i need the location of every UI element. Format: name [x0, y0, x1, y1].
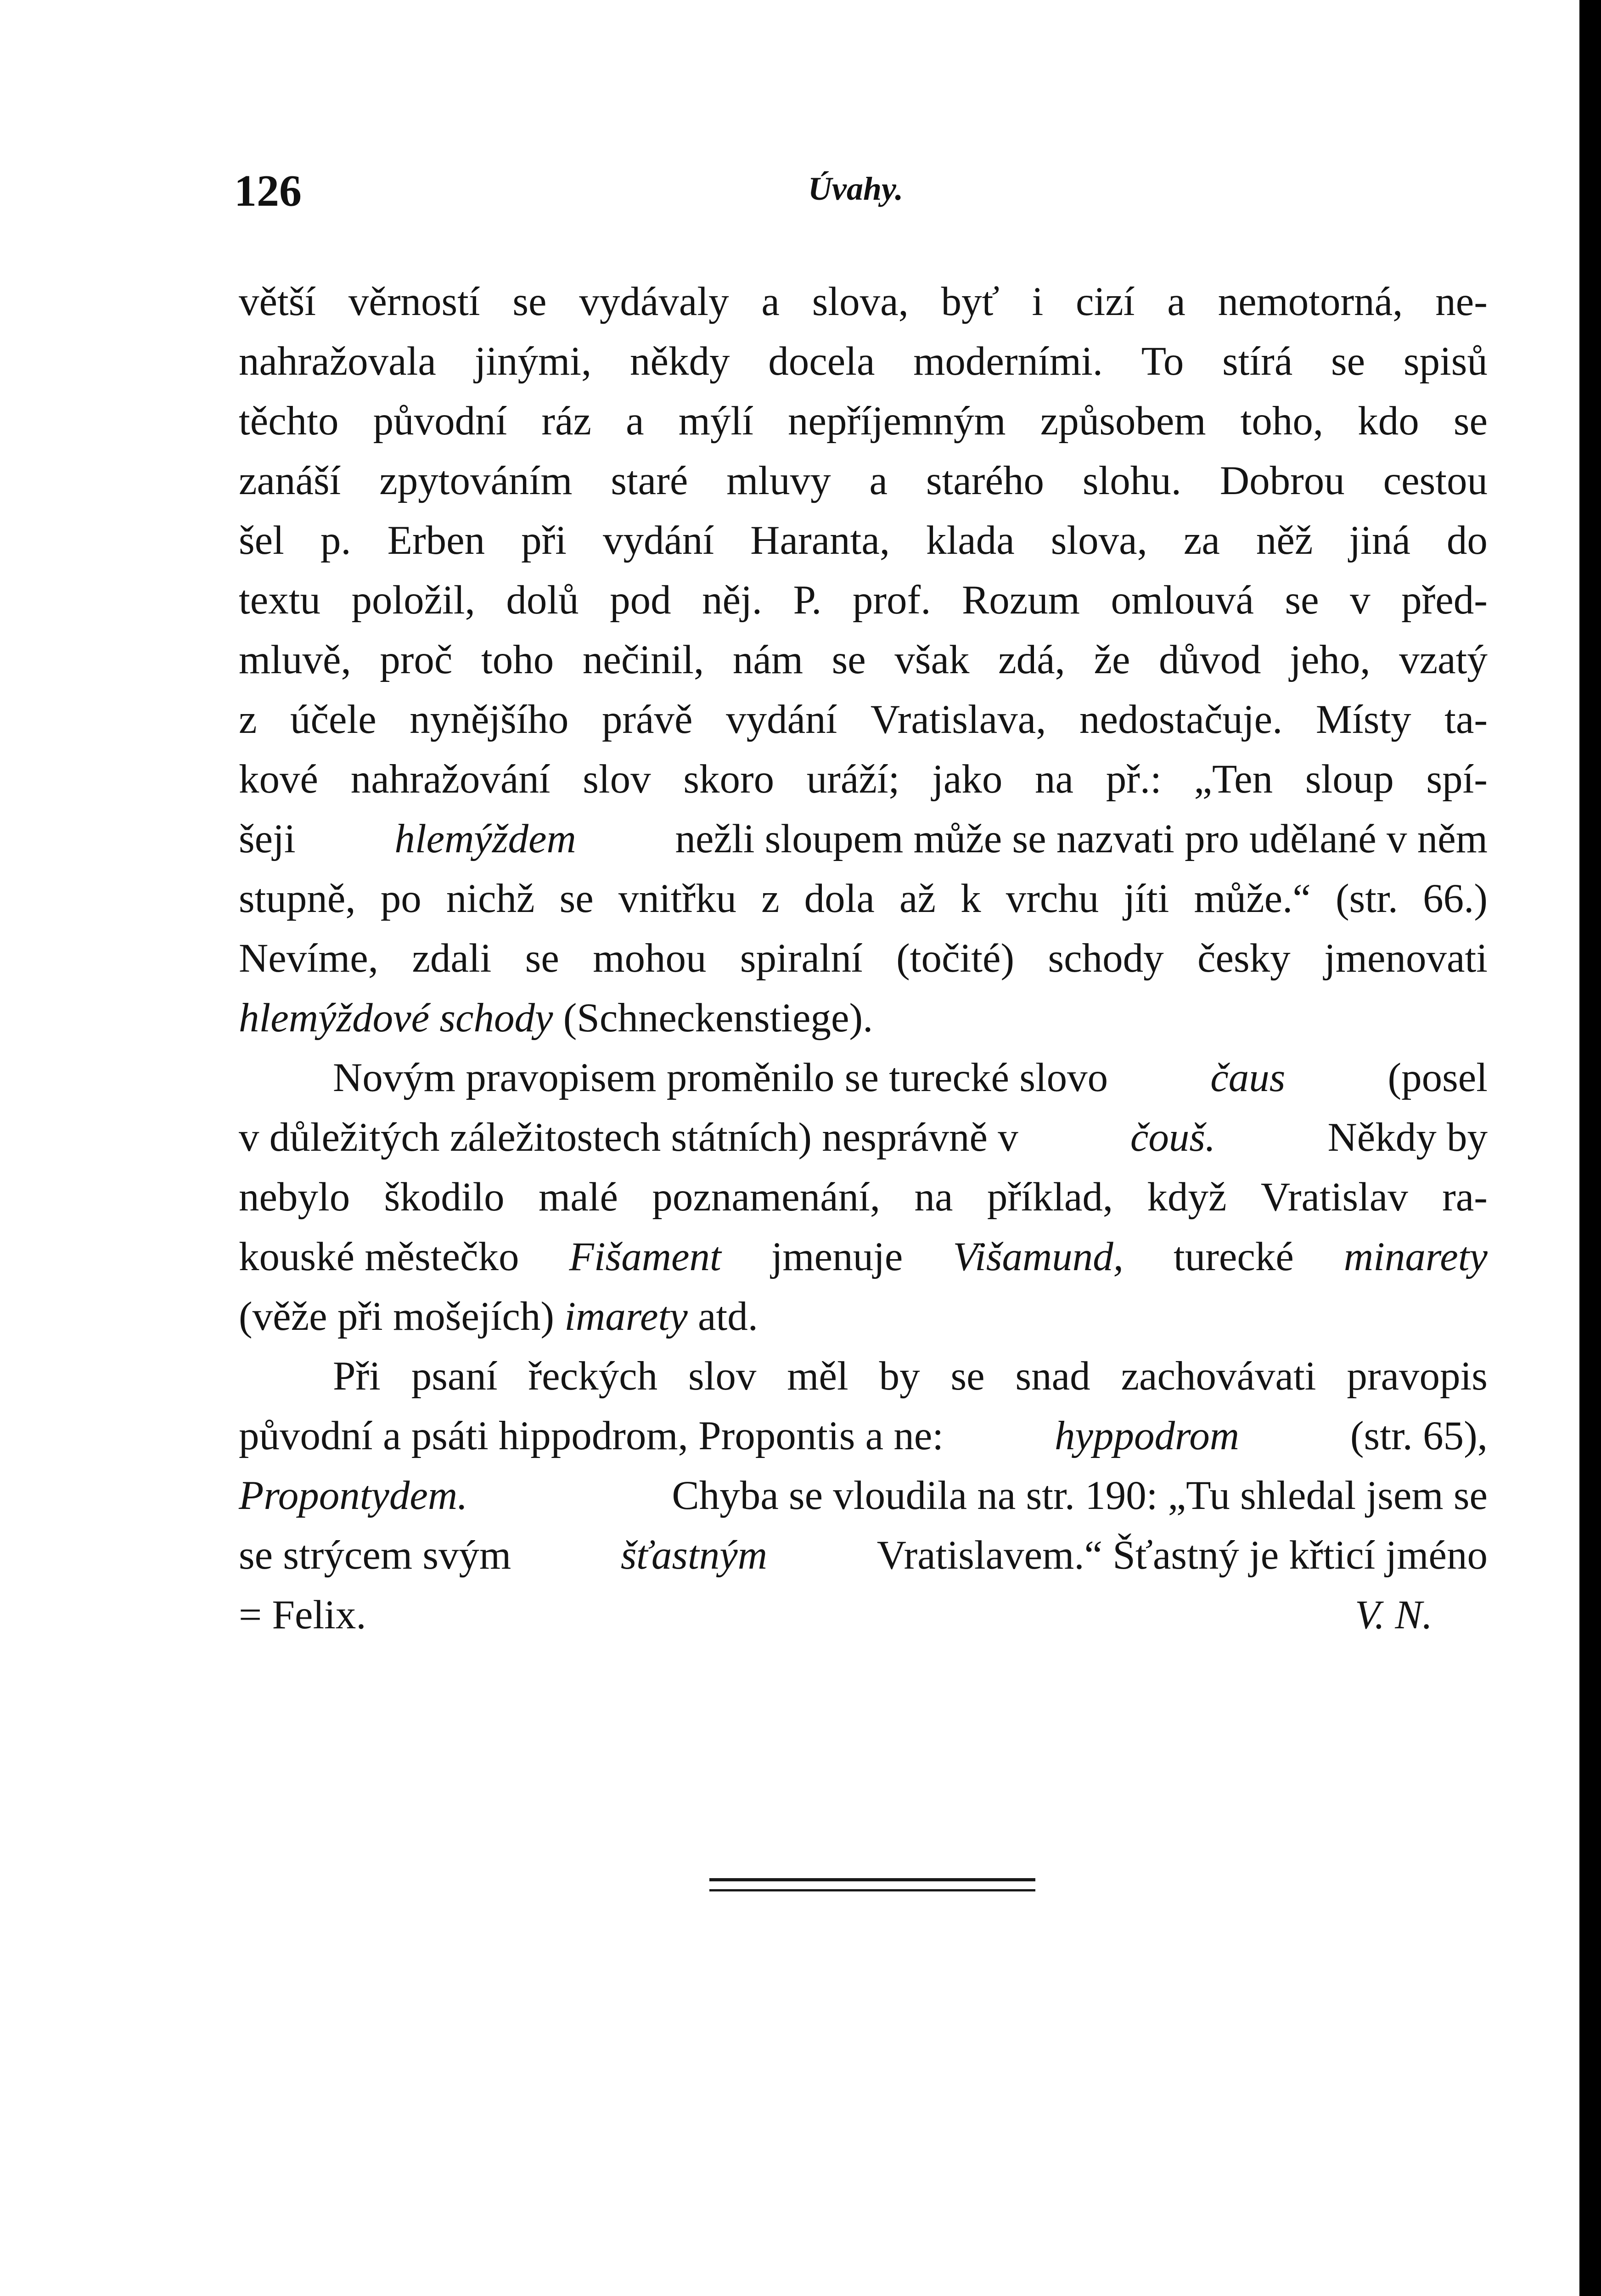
line-text: [239, 391, 1488, 451]
line-text: [239, 511, 1488, 570]
word: měl: [787, 1354, 848, 1399]
text-line: [239, 1406, 1488, 1466]
word: malé: [539, 1175, 618, 1220]
text-line: [239, 1227, 1488, 1287]
word: dola: [804, 876, 875, 921]
word: vnitřku: [618, 876, 736, 921]
word: slov: [583, 757, 651, 802]
line-text: (str. 65),: [1350, 1413, 1488, 1458]
word: snad: [1015, 1354, 1090, 1399]
line-text: [239, 929, 1488, 988]
line-text: jmenuje: [771, 1234, 903, 1279]
word: a: [626, 399, 644, 444]
word: větší: [239, 279, 316, 324]
line-text: [239, 332, 1488, 391]
word: Erben: [387, 518, 485, 563]
line-text: [239, 690, 1488, 749]
italic-term: Fišament: [569, 1234, 721, 1279]
line-text: [239, 869, 1488, 929]
text-line: [239, 1108, 1488, 1167]
word: Dobrou: [1219, 458, 1345, 503]
word: jeho,: [1290, 637, 1371, 682]
word: prof.: [852, 578, 931, 623]
text-line: [239, 630, 1488, 690]
text-line: [239, 272, 1488, 332]
word: se: [1453, 399, 1488, 444]
word: mluvy: [726, 458, 831, 503]
line-text: [239, 630, 1488, 690]
text-line: [239, 809, 1488, 869]
line-text: kouské městečko: [239, 1234, 519, 1279]
line-text: Novým pravopisem proměnilo se turecké slovo: [333, 1055, 1108, 1100]
page-number: 126: [234, 166, 302, 216]
line-text: = Felix.: [239, 1593, 366, 1638]
word: slova,: [1050, 518, 1147, 563]
line-text: [333, 1346, 1488, 1406]
text-line: [239, 1466, 1488, 1525]
word: zdali: [412, 936, 492, 981]
word: mohou: [593, 936, 707, 981]
word: starého: [926, 458, 1044, 503]
word: slov: [688, 1354, 757, 1399]
word: věrností: [348, 279, 480, 324]
text-line: [239, 391, 1488, 451]
word: moderními.: [913, 339, 1103, 384]
line-text: v důležitých záležitostech státních) nesprávně v: [239, 1115, 1018, 1160]
line-text: se strýcem svým: [239, 1533, 511, 1578]
word: se: [831, 637, 866, 682]
word: zpytováním: [379, 458, 573, 503]
word: řeckých: [528, 1354, 658, 1399]
word: zanáší: [239, 458, 341, 503]
word: (str.: [1336, 876, 1399, 921]
word: proč: [380, 637, 453, 682]
italic-term: čouš.: [1130, 1115, 1216, 1160]
word: kové: [239, 757, 319, 802]
word: P.: [793, 578, 822, 623]
word: však: [894, 637, 970, 682]
italic-term: hlemýždem: [394, 816, 576, 861]
word: někdy: [630, 339, 730, 384]
word: zdá,: [998, 637, 1065, 682]
word: položil,: [351, 578, 475, 623]
line-text: šeji: [239, 816, 296, 861]
italic-term: hlemýždové schody: [239, 996, 553, 1041]
line-text: [239, 272, 1488, 332]
word: slohu.: [1082, 458, 1181, 503]
word: vzatý: [1399, 637, 1488, 682]
word: těchto: [239, 399, 339, 444]
word: ta-: [1444, 697, 1488, 742]
word: vydání: [726, 697, 837, 742]
word: pod: [610, 578, 671, 623]
text-line: [239, 332, 1488, 391]
running-title: Úvahy.: [808, 170, 904, 207]
word: ne-: [1435, 279, 1488, 324]
word: Vratislava,: [870, 697, 1046, 742]
line-text: [239, 1167, 1488, 1227]
word: se: [525, 936, 559, 981]
word: cizí: [1075, 279, 1135, 324]
section-rule-thin: [709, 1889, 1035, 1891]
word: vrchu: [1006, 876, 1099, 921]
word: (točité): [896, 936, 1015, 981]
word: Rozum: [961, 578, 1080, 623]
line-text: [239, 451, 1488, 511]
word: nemotorná,: [1218, 279, 1403, 324]
word: do: [1446, 518, 1488, 563]
line-text: Vratislavem.“ Šťastný je křticí jméno: [876, 1533, 1488, 1578]
italic-term: hyppodrom: [1054, 1413, 1240, 1458]
word: za: [1183, 518, 1220, 563]
word: Při: [333, 1354, 381, 1399]
word: česky: [1197, 936, 1291, 981]
word: jíti: [1124, 876, 1169, 921]
word: z: [239, 697, 257, 742]
line-text: (posel: [1388, 1055, 1488, 1100]
line-text: Někdy by: [1327, 1115, 1488, 1160]
word: 66.): [1423, 876, 1488, 921]
word: zachovávati: [1121, 1354, 1316, 1399]
text-line: [239, 511, 1488, 570]
word: šel: [239, 518, 284, 563]
word: cestou: [1383, 458, 1488, 503]
italic-term: šťastným: [620, 1533, 768, 1578]
word: příklad,: [987, 1175, 1113, 1220]
word: a: [1167, 279, 1185, 324]
word: vydávaly: [579, 279, 729, 324]
word: když: [1147, 1175, 1227, 1220]
word: nynějšího: [410, 697, 569, 742]
text-line: [239, 1525, 1488, 1585]
word: a: [761, 279, 780, 324]
word: nepříjemným: [788, 399, 1006, 444]
word: „Ten: [1194, 757, 1273, 802]
word: i: [1032, 279, 1044, 324]
word: důvod: [1159, 637, 1261, 682]
text-line: [239, 1287, 1488, 1346]
word: skoro: [683, 757, 775, 802]
word: nám: [732, 637, 803, 682]
line-text: turecké: [1174, 1234, 1294, 1279]
word: že: [1094, 637, 1130, 682]
word: na: [1035, 757, 1074, 802]
word: k: [961, 876, 981, 921]
text-line: [239, 690, 1488, 749]
word: klada: [926, 518, 1015, 563]
word: mýlí: [678, 399, 753, 444]
word: na: [914, 1175, 953, 1220]
word: kdo: [1358, 399, 1419, 444]
text-line: [239, 749, 1488, 809]
word: až: [899, 876, 936, 921]
word: po: [380, 876, 421, 921]
word: původní: [373, 399, 507, 444]
word: se: [1285, 578, 1319, 623]
word: poznamenání,: [652, 1175, 881, 1220]
italic-term: imarety: [564, 1294, 688, 1339]
word: docela: [768, 339, 875, 384]
line-text: atd.: [698, 1294, 758, 1339]
word: vydání: [602, 518, 714, 563]
word: spiralní: [740, 936, 863, 981]
word: se: [950, 1354, 985, 1399]
section-rule-thick: [709, 1878, 1035, 1881]
line-text: [239, 570, 1488, 630]
line-text: původní a psáti hippodrom, Propontis a ne:: [239, 1413, 944, 1458]
body-text: [239, 272, 1488, 1645]
text-line: [239, 570, 1488, 630]
text-line: [239, 869, 1488, 929]
word: nečinil,: [582, 637, 704, 682]
word: při: [521, 518, 567, 563]
scan-edge: [1579, 0, 1601, 2296]
text-line: [239, 1167, 1488, 1227]
word: schody: [1048, 936, 1164, 981]
line-text: Chyba se vloudila na str. 190: „Tu shledal jsem se: [672, 1473, 1488, 1518]
word: by: [879, 1354, 920, 1399]
word: jako: [932, 757, 1003, 802]
text-line: [239, 1346, 1488, 1406]
text-line: [239, 988, 1488, 1048]
word: jinými,: [474, 339, 592, 384]
word: stupně,: [239, 876, 356, 921]
author-initials: V. N.: [1354, 1593, 1432, 1638]
word: a: [869, 458, 888, 503]
word: nebylo: [239, 1175, 350, 1220]
word: mluvě,: [239, 637, 351, 682]
line-text: (věže při mošejích): [239, 1294, 554, 1339]
word: Místy: [1315, 697, 1411, 742]
signature-line: [239, 1585, 1488, 1645]
word: nahražování: [350, 757, 551, 802]
word: staré: [611, 458, 688, 503]
word: sloup: [1305, 757, 1394, 802]
word: právě: [601, 697, 693, 742]
word: v: [1350, 578, 1371, 623]
line-text: [239, 749, 1488, 809]
word: jiná: [1349, 518, 1410, 563]
word: p.: [320, 518, 351, 563]
word: Vratislav: [1260, 1175, 1408, 1220]
word: ráz: [541, 399, 592, 444]
text-line: [239, 1048, 1488, 1108]
italic-term: Propontydem.: [239, 1473, 468, 1518]
word: způsobem: [1040, 399, 1206, 444]
word: Haranta,: [750, 518, 890, 563]
word: pravopis: [1347, 1354, 1488, 1399]
word: z: [761, 876, 780, 921]
word: se: [559, 876, 594, 921]
word: psaní: [411, 1354, 498, 1399]
word: účele: [290, 697, 376, 742]
word: textu: [239, 578, 320, 623]
word: spisů: [1403, 339, 1488, 384]
word: něj.: [702, 578, 763, 623]
word: nedostačuje.: [1079, 697, 1283, 742]
word: uráží;: [806, 757, 900, 802]
italic-term: čaus: [1210, 1055, 1286, 1100]
word: toho: [481, 637, 554, 682]
word: jmenovati: [1324, 936, 1488, 981]
word: ra-: [1442, 1175, 1488, 1220]
word: spí-: [1426, 757, 1488, 802]
word: škodilo: [384, 1175, 505, 1220]
word: nichž: [446, 876, 535, 921]
word: byť: [941, 279, 1000, 324]
word: dolů: [506, 578, 579, 623]
word: stírá: [1222, 339, 1293, 384]
text-line: [239, 451, 1488, 511]
italic-term: minarety: [1343, 1234, 1488, 1279]
word: se: [1331, 339, 1365, 384]
word: může.“: [1194, 876, 1311, 921]
word: něž: [1256, 518, 1313, 563]
word: To: [1141, 339, 1184, 384]
word: se: [512, 279, 547, 324]
word: př.:: [1106, 757, 1162, 802]
word: před-: [1401, 578, 1488, 623]
text-line: [239, 929, 1488, 988]
word: slova,: [812, 279, 909, 324]
line-text: (Schneckenstiege).: [563, 996, 873, 1041]
line-text: nežli sloupem může se nazvati pro udělané v něm: [675, 816, 1488, 861]
italic-term: Višamund,: [953, 1234, 1124, 1279]
word: omlouvá: [1111, 578, 1254, 623]
word: nahražovala: [239, 339, 436, 384]
word: toho,: [1240, 399, 1324, 444]
word: Nevíme,: [239, 936, 378, 981]
